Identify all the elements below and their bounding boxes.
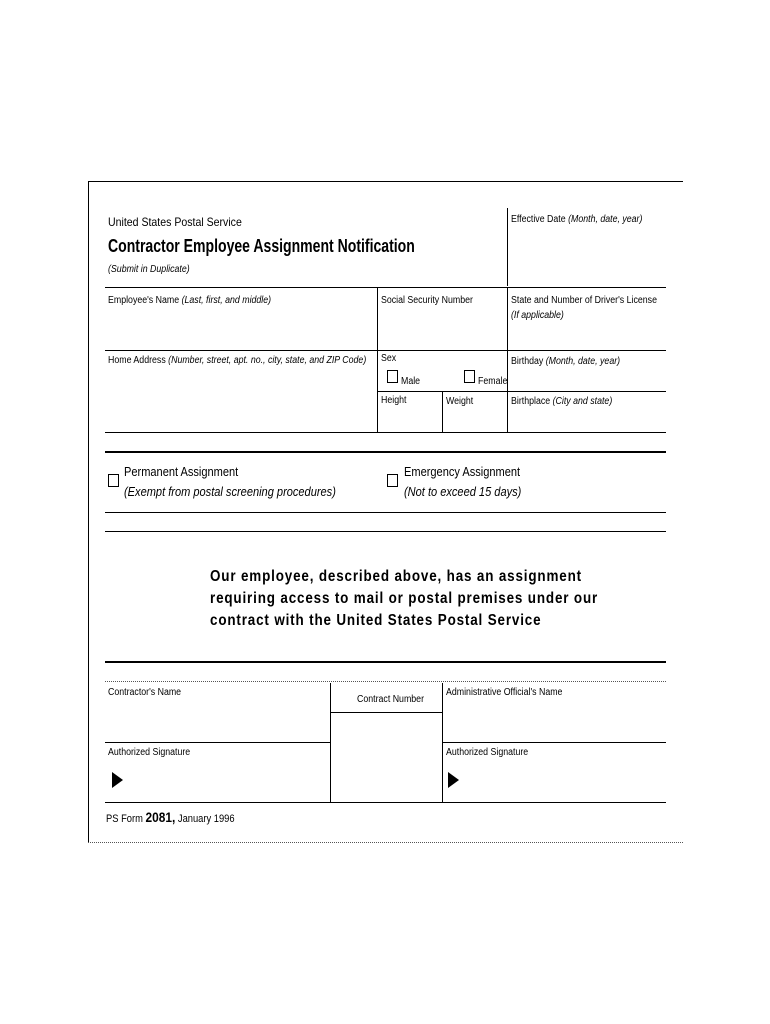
drivers-license-label: State and Number of Driver's License	[511, 295, 657, 306]
authorized-signature-label-left: Authorized Signature	[108, 747, 191, 758]
contract-number-field-label[interactable]: Contract Number	[357, 694, 425, 705]
assignment-top-line	[105, 451, 666, 453]
height-weight-divider	[442, 391, 443, 432]
statement-line-2: requiring access to mail or postal premises under our	[210, 590, 599, 607]
effective-date-hint: (Month, date, year)	[568, 214, 643, 225]
birthday-field[interactable]	[511, 356, 620, 368]
license-divider	[507, 287, 508, 432]
authorized-signature-area-right[interactable]	[466, 766, 661, 798]
female-checkbox[interactable]	[464, 370, 475, 383]
home-address-label: Home Address	[108, 355, 166, 366]
contractor-name-bottom-line	[105, 742, 330, 743]
frame-left-border	[88, 181, 89, 843]
contractor-top-line	[105, 661, 666, 663]
contract-number-underline	[330, 712, 442, 713]
row2-bottom-line	[105, 432, 666, 433]
birthplace-hint: (City and state)	[552, 396, 613, 407]
row2-top-line	[105, 350, 666, 351]
authorized-signature-label-right: Authorized Signature	[446, 747, 529, 758]
ssn-divider	[377, 287, 378, 432]
frame-bottom-border	[88, 842, 683, 843]
admin-official-bottom-line	[442, 742, 666, 743]
contractor-bottom-line	[105, 802, 666, 803]
birthday-hint: (Month, date, year)	[545, 356, 621, 367]
signature-arrow-icon-left	[112, 772, 123, 788]
home-address-hint: (Number, street, apt. no., city, state, and ZIP Code)	[168, 355, 367, 366]
form-date: January 1996	[177, 813, 235, 825]
contractor-top-dotted-line	[105, 681, 666, 682]
height-field-label[interactable]: Height	[381, 395, 407, 406]
effective-date-divider	[507, 208, 508, 286]
authorized-signature-area-left[interactable]	[130, 766, 325, 798]
sex-label: Sex	[381, 353, 397, 364]
ssn-field-label[interactable]: Social Security Number	[381, 295, 473, 306]
permanent-assignment-label: Permanent Assignment	[124, 464, 239, 479]
home-address-field[interactable]	[108, 355, 366, 367]
birthplace-field[interactable]	[511, 396, 612, 408]
statement-line-1: Our employee, described above, has an assignment	[210, 568, 582, 585]
male-label: Male	[401, 376, 421, 387]
effective-date-field[interactable]	[511, 214, 642, 226]
employee-name-hint: (Last, first, and middle)	[181, 295, 272, 306]
drivers-license-field[interactable]	[511, 295, 657, 322]
permanent-assignment-checkbox[interactable]	[108, 474, 119, 487]
statement-line-3: contract with the United States Postal Service	[210, 612, 542, 629]
form-number: 2081,	[145, 809, 176, 825]
contract-number-left-divider	[330, 683, 331, 803]
employee-name-field[interactable]	[108, 295, 271, 307]
emergency-assignment-hint: (Not to exceed 15 days)	[404, 484, 522, 499]
form-subtitle: (Submit in Duplicate)	[108, 264, 190, 275]
male-checkbox[interactable]	[387, 370, 398, 383]
form-prefix: PS Form	[106, 813, 143, 825]
statement-top-line	[105, 531, 666, 532]
signature-arrow-icon-right	[448, 772, 459, 788]
birthplace-label: Birthplace	[511, 396, 551, 407]
height-weight-top-line	[377, 391, 666, 392]
female-label: Female	[478, 376, 508, 387]
statement-text	[210, 566, 598, 632]
frame-top-border	[88, 181, 683, 182]
form-title: Contractor Employee Assignment Notification	[108, 236, 415, 256]
admin-official-field-label[interactable]: Administrative Official's Name	[446, 687, 563, 698]
birthday-label: Birthday	[511, 356, 544, 367]
weight-field-label[interactable]: Weight	[446, 396, 474, 407]
form-identifier	[106, 809, 235, 827]
contractor-name-field-label[interactable]: Contractor's Name	[108, 687, 182, 698]
agency-name: United States Postal Service	[108, 215, 242, 229]
emergency-assignment-checkbox[interactable]	[387, 474, 398, 487]
row1-top-line	[105, 287, 666, 288]
effective-date-label: Effective Date	[511, 214, 566, 225]
permanent-assignment-hint: (Exempt from postal screening procedures)	[124, 484, 336, 499]
employee-name-label: Employee's Name	[108, 295, 180, 306]
emergency-assignment-label: Emergency Assignment	[404, 464, 521, 479]
drivers-license-hint: (If applicable)	[511, 310, 564, 321]
contract-number-right-divider	[442, 683, 443, 803]
assignment-bottom-line	[105, 512, 666, 513]
